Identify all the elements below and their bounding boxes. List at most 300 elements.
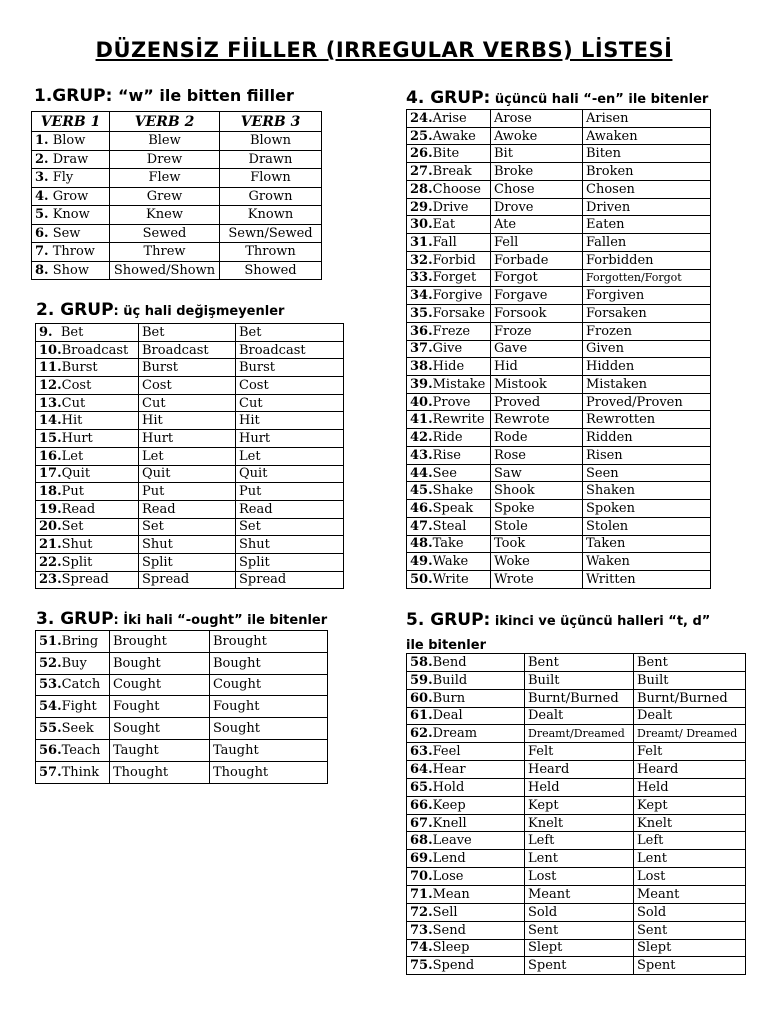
verb-base-cell [407, 654, 525, 672]
verb-number: 63. [410, 744, 433, 760]
verb-base: Send [432, 922, 466, 938]
verb-past: Proved [491, 393, 583, 411]
verb-base: Lose [432, 869, 464, 885]
verb-base: Rewrite [432, 412, 485, 428]
verb-past: Hurt [139, 430, 236, 448]
group-description: : üç hali değişmeyenler [113, 304, 285, 319]
verb-base: Forsake [432, 305, 485, 321]
verb-past: Mistook [491, 376, 583, 394]
verb-past: Set [139, 518, 236, 536]
verb-base-cell [407, 707, 525, 725]
verb-number: 75. [410, 958, 433, 974]
verb-number: 11. [39, 360, 62, 376]
table-row [36, 483, 344, 501]
verb-base: Spend [432, 958, 475, 974]
verb-past-participle: Rewrotten [583, 411, 711, 429]
verb-base-cell [407, 340, 491, 358]
group-number: 4. [406, 88, 431, 108]
verb-past-participle: Arisen [583, 110, 711, 128]
verb-base-cell [407, 921, 525, 939]
verb-base: Drive [432, 199, 469, 215]
verb-past-participle: Stolen [583, 517, 711, 535]
verbs-table-group-3 [35, 630, 328, 784]
group-description: ikinci ve üçüncü halleri “t, d” [490, 614, 711, 629]
verb-number: 59. [410, 672, 433, 688]
verb-number: 41. [410, 412, 433, 428]
verb-base-cell [407, 446, 491, 464]
verb-base-cell [407, 885, 525, 903]
verb-number: 43. [410, 447, 433, 463]
verb-past: Ate [491, 216, 583, 234]
verb-base: Ride [432, 430, 463, 446]
verb-base: Rise [432, 447, 461, 463]
verb-past: Forgot [491, 269, 583, 287]
verb-base: Write [432, 571, 469, 587]
verb-past: Sewed [110, 224, 220, 243]
verb-number: 50. [410, 571, 433, 587]
table-row [407, 429, 711, 447]
verb-number: 47. [410, 518, 433, 534]
verb-past-participle: Fought [210, 696, 328, 718]
verb-base-cell [407, 957, 525, 975]
group-description: “w” ile bitten fiiller [112, 86, 294, 105]
verb-base-cell [407, 517, 491, 535]
verb-base: Think [61, 764, 100, 780]
verb-past-participle: Seen [583, 464, 711, 482]
verb-base-cell [407, 376, 491, 394]
verb-number: 62. [410, 726, 433, 742]
verb-number: 25. [410, 128, 433, 144]
verb-past: Bought [110, 652, 210, 674]
verb-past-participle: Shaken [583, 482, 711, 500]
verb-base: Burn [432, 690, 466, 706]
verb-base-cell [32, 224, 110, 243]
verb-past-participle: Taken [583, 535, 711, 553]
verb-past: Fell [491, 234, 583, 252]
verb-base: Throw [48, 244, 95, 260]
verb-base: Fight [61, 699, 97, 715]
verb-past-participle: Taught [210, 739, 328, 761]
table-row [407, 671, 746, 689]
verb-base-cell [407, 500, 491, 518]
verb-past-participle: Cut [236, 394, 344, 412]
verb-base-cell [36, 536, 139, 554]
verb-number: 71. [410, 886, 433, 902]
verb-base: Mistake [432, 376, 486, 392]
verb-past: Drew [110, 150, 220, 169]
verb-base: Steal [432, 518, 467, 534]
verb-number: 55. [39, 721, 62, 737]
verb-past-participle: Dreamt/ Dreamed [634, 725, 746, 743]
verb-number: 45. [410, 483, 433, 499]
table-row [407, 725, 746, 743]
verb-past-participle: Frozen [583, 322, 711, 340]
verb-past: Shut [139, 536, 236, 554]
group-description: : İki hali “-ought” ile bitenler [113, 613, 328, 628]
verb-base: Bend [432, 654, 467, 670]
verb-number: 13. [39, 395, 62, 411]
verb-base: Buy [61, 655, 87, 671]
group-number: 5. [406, 610, 431, 630]
group-5-heading [406, 610, 710, 630]
verb-past: Read [139, 500, 236, 518]
verb-past: Dreamt/Dreamed [525, 725, 634, 743]
verb-past: Spread [139, 571, 236, 589]
verb-base-cell [407, 464, 491, 482]
verb-past: Knelt [525, 814, 634, 832]
group-label: GRUP: [52, 86, 113, 106]
table-row [407, 553, 711, 571]
verb-past-participle: Heard [634, 761, 746, 779]
verb-past: Bent [525, 654, 634, 672]
verb-base: Break [432, 164, 472, 180]
verb-past-participle: Let [236, 447, 344, 465]
verb-number: 39. [410, 376, 433, 392]
table-row [407, 903, 746, 921]
verb-base-cell [36, 341, 139, 359]
table-row [407, 571, 711, 589]
table-row [407, 778, 746, 796]
verb-base: Hold [432, 779, 465, 795]
table-row [407, 707, 746, 725]
verb-past: Awoke [491, 127, 583, 145]
table-row [32, 243, 322, 262]
table-row [407, 198, 711, 216]
verb-base-cell [407, 251, 491, 269]
verb-past-participle: Hidden [583, 358, 711, 376]
verb-past: Flew [110, 169, 220, 188]
verb-base: See [432, 465, 457, 481]
verb-base: Read [61, 501, 96, 517]
verb-past-participle: Chosen [583, 180, 711, 198]
table-row [407, 939, 746, 957]
verb-past-participle: Forgiven [583, 287, 711, 305]
verb-past-participle: Held [634, 778, 746, 796]
verb-base: Quit [61, 466, 91, 482]
table-row [407, 446, 711, 464]
verb-base: Spread [61, 572, 109, 588]
verb-base-cell [407, 671, 525, 689]
verb-base-cell [407, 127, 491, 145]
table-row [407, 482, 711, 500]
column-header: VERB 3 [220, 112, 322, 132]
verb-base: Prove [432, 394, 471, 410]
verb-number: 69. [410, 851, 433, 867]
verb-base-cell [36, 324, 139, 342]
verb-base-cell [36, 631, 110, 653]
verb-past: Forgave [491, 287, 583, 305]
verb-past: Fought [110, 696, 210, 718]
verb-base: Keep [432, 797, 466, 813]
verb-past-participle: Mistaken [583, 376, 711, 394]
verb-number: 33. [410, 270, 433, 286]
verb-base-cell [407, 411, 491, 429]
verb-past: Heard [525, 761, 634, 779]
verb-base: Cut [61, 395, 86, 411]
verb-past: Left [525, 832, 634, 850]
verb-past-participle: Bent [634, 654, 746, 672]
verb-base: Cost [61, 377, 92, 393]
verb-past: Forsook [491, 305, 583, 323]
verb-base: Sew [48, 225, 81, 241]
verb-number: 7. [35, 244, 49, 260]
table-row [36, 536, 344, 554]
verb-base-cell [36, 518, 139, 536]
verb-past-participle: Sought [210, 718, 328, 740]
column-header: VERB 1 [32, 112, 110, 132]
verb-past: Dealt [525, 707, 634, 725]
verb-past-participle: Forbidden [583, 251, 711, 269]
verb-past: Threw [110, 243, 220, 262]
verb-past-participle: Lost [634, 868, 746, 886]
verb-number: 49. [410, 554, 433, 570]
verb-base: Mean [432, 886, 470, 902]
verb-number: 42. [410, 430, 433, 446]
verb-past: Thought [110, 761, 210, 783]
verb-base: Leave [432, 833, 472, 849]
verb-base: Set [61, 519, 84, 535]
verb-number: 18. [39, 484, 62, 500]
table-row [36, 674, 328, 696]
verb-base: Shut [61, 537, 93, 553]
verb-past: Quit [139, 465, 236, 483]
verb-past: Brought [110, 631, 210, 653]
table-row [407, 340, 711, 358]
verb-number: 27. [410, 164, 433, 180]
verb-past-participle: Slept [634, 939, 746, 957]
verb-number: 34. [410, 288, 433, 304]
verb-base-cell [36, 430, 139, 448]
verb-past: Wrote [491, 571, 583, 589]
verb-number: 16. [39, 448, 62, 464]
verb-past-participle: Knelt [634, 814, 746, 832]
verb-number: 9. [39, 324, 53, 340]
verb-number: 57. [39, 764, 62, 780]
verb-base: Sell [432, 904, 458, 920]
verb-base-cell [407, 198, 491, 216]
verb-past-participle: Thrown [220, 243, 322, 262]
verb-past-participle: Forsaken [583, 305, 711, 323]
verb-past: Burnt/Burned [525, 689, 634, 707]
verb-past: Cought [110, 674, 210, 696]
verb-base-cell [32, 206, 110, 225]
verb-past-participle: Burnt/Burned [634, 689, 746, 707]
verb-past-participle: Sewn/Sewed [220, 224, 322, 243]
table-row [407, 500, 711, 518]
table-row [32, 261, 322, 280]
verb-base-cell [36, 465, 139, 483]
verb-past-participle: Shut [236, 536, 344, 554]
verb-past: Rose [491, 446, 583, 464]
verb-number: 23. [39, 572, 62, 588]
verb-past-participle: Put [236, 483, 344, 501]
verb-number: 19. [39, 501, 62, 517]
verb-past: Rode [491, 429, 583, 447]
verb-base-cell [407, 163, 491, 181]
verb-past-participle: Known [220, 206, 322, 225]
table-row [407, 921, 746, 939]
verb-number: 65. [410, 779, 433, 795]
table-row [407, 376, 711, 394]
verb-past: Held [525, 778, 634, 796]
group-label: GRUP: [430, 610, 491, 630]
verb-number: 73. [410, 922, 433, 938]
verb-base: Sleep [432, 940, 470, 956]
verb-past-participle: Risen [583, 446, 711, 464]
verb-past: Saw [491, 464, 583, 482]
verb-past: Took [491, 535, 583, 553]
table-row [36, 739, 328, 761]
verb-base: Arise [432, 110, 467, 126]
verb-past-participle: Awaken [583, 127, 711, 145]
group-description-cont: ile bitenler [406, 638, 486, 653]
verb-number: 20. [39, 519, 62, 535]
verb-base: Choose [432, 181, 481, 197]
verb-past-participle: Flown [220, 169, 322, 188]
verb-past-participle: Grown [220, 187, 322, 206]
group-number: 1. [34, 86, 53, 106]
verb-past-participle: Fallen [583, 234, 711, 252]
verb-number: 10. [39, 342, 62, 358]
verb-past: Felt [525, 743, 634, 761]
verb-number: 8. [35, 262, 49, 278]
table-row [407, 832, 746, 850]
verb-past-participle: Meant [634, 885, 746, 903]
verb-number: 60. [410, 690, 433, 706]
table-row [32, 169, 322, 188]
verb-number: 67. [410, 815, 433, 831]
verb-number: 51. [39, 633, 62, 649]
verb-past-participle: Sold [634, 903, 746, 921]
verb-number: 40. [410, 394, 433, 410]
verbs-table-group-2 [35, 323, 344, 589]
verb-base-cell [36, 553, 139, 571]
verb-past: Meant [525, 885, 634, 903]
verb-base: Build [432, 672, 468, 688]
verb-base-cell [407, 145, 491, 163]
table-row [407, 814, 746, 832]
verb-past: Grew [110, 187, 220, 206]
verb-past: Showed/Shown [110, 261, 220, 280]
verb-past-participle: Spoken [583, 500, 711, 518]
table-row [407, 743, 746, 761]
verb-past: Spent [525, 957, 634, 975]
verb-base-cell [407, 216, 491, 234]
verb-number: 35. [410, 305, 433, 321]
verb-base: Lend [432, 851, 466, 867]
verb-number: 44. [410, 465, 433, 481]
table-row [36, 718, 328, 740]
verb-base: Know [48, 207, 90, 223]
verb-number: 54. [39, 699, 62, 715]
verb-past-participle: Driven [583, 198, 711, 216]
verb-base: Knell [432, 815, 467, 831]
verb-past: Cost [139, 377, 236, 395]
verb-base-cell [407, 903, 525, 921]
verb-base-cell [407, 358, 491, 376]
verb-past: Forbade [491, 251, 583, 269]
verb-number: 38. [410, 359, 433, 375]
verb-base-cell [36, 761, 110, 783]
table-row [407, 234, 711, 252]
verb-base: Speak [432, 501, 474, 517]
verb-number: 52. [39, 655, 62, 671]
verb-past: Knew [110, 206, 220, 225]
verb-base: Feel [432, 744, 461, 760]
verb-number: 4. [35, 188, 49, 204]
verb-number: 46. [410, 501, 433, 517]
table-row [407, 761, 746, 779]
group-3-heading [36, 609, 327, 629]
verb-past-participle: Showed [220, 261, 322, 280]
verb-base-cell [36, 674, 110, 696]
table-row [407, 287, 711, 305]
verb-number: 1. [35, 133, 49, 149]
table-row [36, 696, 328, 718]
verb-base-cell [407, 796, 525, 814]
table-row [407, 411, 711, 429]
table-row [407, 850, 746, 868]
verb-base-cell [36, 447, 139, 465]
table-row [407, 110, 711, 128]
verb-base-cell [407, 743, 525, 761]
verb-number: 56. [39, 742, 62, 758]
verb-base: Draw [48, 151, 89, 167]
verb-base-cell [36, 571, 139, 589]
table-row [407, 127, 711, 145]
table-row [36, 341, 344, 359]
verb-base: Fall [432, 235, 457, 250]
verb-base-cell [32, 243, 110, 262]
verb-past: Taught [110, 739, 210, 761]
verb-past: Bet [139, 324, 236, 342]
table-row [32, 132, 322, 151]
verb-number: 26. [410, 146, 433, 162]
verb-past-participle: Set [236, 518, 344, 536]
verb-base: Deal [432, 708, 463, 724]
verb-base: Seek [61, 721, 94, 737]
verb-base: Catch [61, 677, 101, 693]
verb-number: 68. [410, 833, 433, 849]
verb-past: Put [139, 483, 236, 501]
verb-number: 24. [410, 110, 433, 126]
table-row [36, 571, 344, 589]
group-number: 3. [36, 609, 61, 629]
table-row [407, 322, 711, 340]
verb-past-participle: Bought [210, 652, 328, 674]
verb-base: Let [61, 448, 84, 464]
verb-base: Grow [48, 188, 89, 204]
verb-past-participle: Cost [236, 377, 344, 395]
verb-past: Lost [525, 868, 634, 886]
verb-past: Bit [491, 145, 583, 163]
verb-base-cell [36, 394, 139, 412]
group-1-heading [34, 86, 294, 106]
verb-past: Hid [491, 358, 583, 376]
verb-base: Hurt [61, 430, 93, 446]
verb-base: Forgive [432, 288, 483, 304]
verb-past: Drove [491, 198, 583, 216]
table-row [407, 689, 746, 707]
verb-base-cell [32, 132, 110, 151]
table-row [32, 224, 322, 243]
table-row [407, 163, 711, 181]
verb-past: Broadcast [139, 341, 236, 359]
verb-base: Hide [432, 359, 465, 375]
verb-past: Sent [525, 921, 634, 939]
verb-past-participle: Brought [210, 631, 328, 653]
verb-base-cell [407, 180, 491, 198]
